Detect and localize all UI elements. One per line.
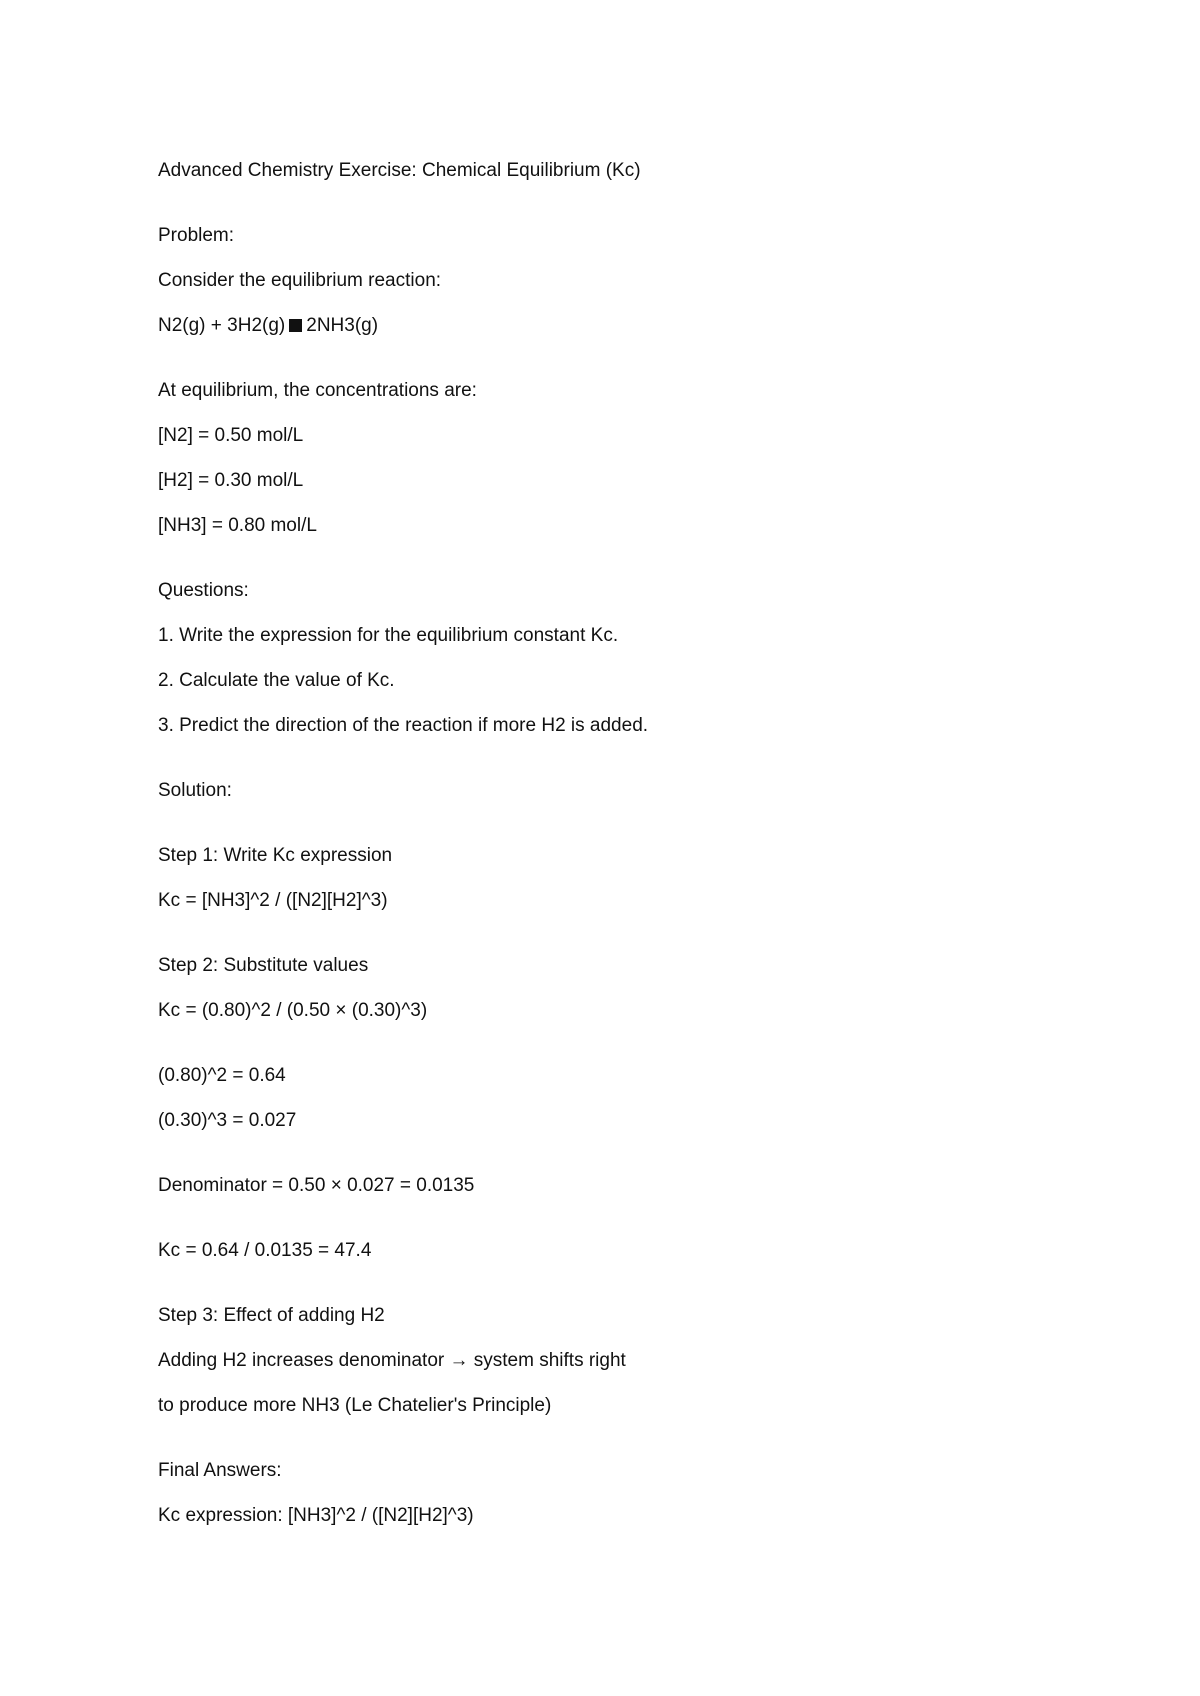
step3-line-2: to produce more NH3 (Le Chatelier's Principle) [158,1395,552,1416]
concentration-nh3: [NH3] = 0.80 mol/L [158,515,317,536]
question-item-2: 2. Calculate the value of Kc. [158,670,395,691]
final-kc-expression: Kc expression: [NH3]^2 / ([N2][H2]^3) [158,1505,474,1526]
concentration-n2: [N2] = 0.50 mol/L [158,425,304,446]
reaction-reactants: N2(g) + 3H2(g) [158,315,286,336]
equilibrium-arrow-icon [289,319,302,332]
question-item-3: 3. Predict the direction of the reaction if more H2 is added. [158,715,649,736]
question-item-1: 1. Write the expression for the equilibrium constant Kc. [158,625,619,646]
problem-heading: Problem: [158,225,235,246]
concentration-h2: [H2] = 0.30 mol/L [158,470,304,491]
calc-cube: (0.30)^3 = 0.027 [158,1110,297,1131]
denominator-calc: Denominator = 0.50 × 0.027 = 0.0135 [158,1175,475,1196]
step1-expression: Kc = [NH3]^2 / ([N2][H2]^3) [158,890,388,911]
concentrations-intro: At equilibrium, the concentrations are: [158,380,477,401]
final-answers-heading: Final Answers: [158,1460,282,1481]
step1-title: Step 1: Write Kc expression [158,845,393,866]
document-title: Advanced Chemistry Exercise: Chemical Equilibrium (Kc) [158,160,641,181]
questions-heading: Questions: [158,580,249,601]
step3-line-1: Adding H2 increases denominator → system shifts right [158,1350,626,1371]
problem-intro: Consider the equilibrium reaction: [158,270,442,291]
solution-heading: Solution: [158,780,232,801]
calc-square: (0.80)^2 = 0.64 [158,1065,286,1086]
kc-result: Kc = 0.64 / 0.0135 = 47.4 [158,1240,372,1261]
reaction-products: 2NH3(g) [306,315,379,336]
step2-title: Step 2: Substitute values [158,955,369,976]
reaction-equation [158,314,378,338]
step2-expression: Kc = (0.80)^2 / (0.50 × (0.30)^3) [158,1000,428,1021]
step3-title: Step 3: Effect of adding H2 [158,1305,385,1326]
